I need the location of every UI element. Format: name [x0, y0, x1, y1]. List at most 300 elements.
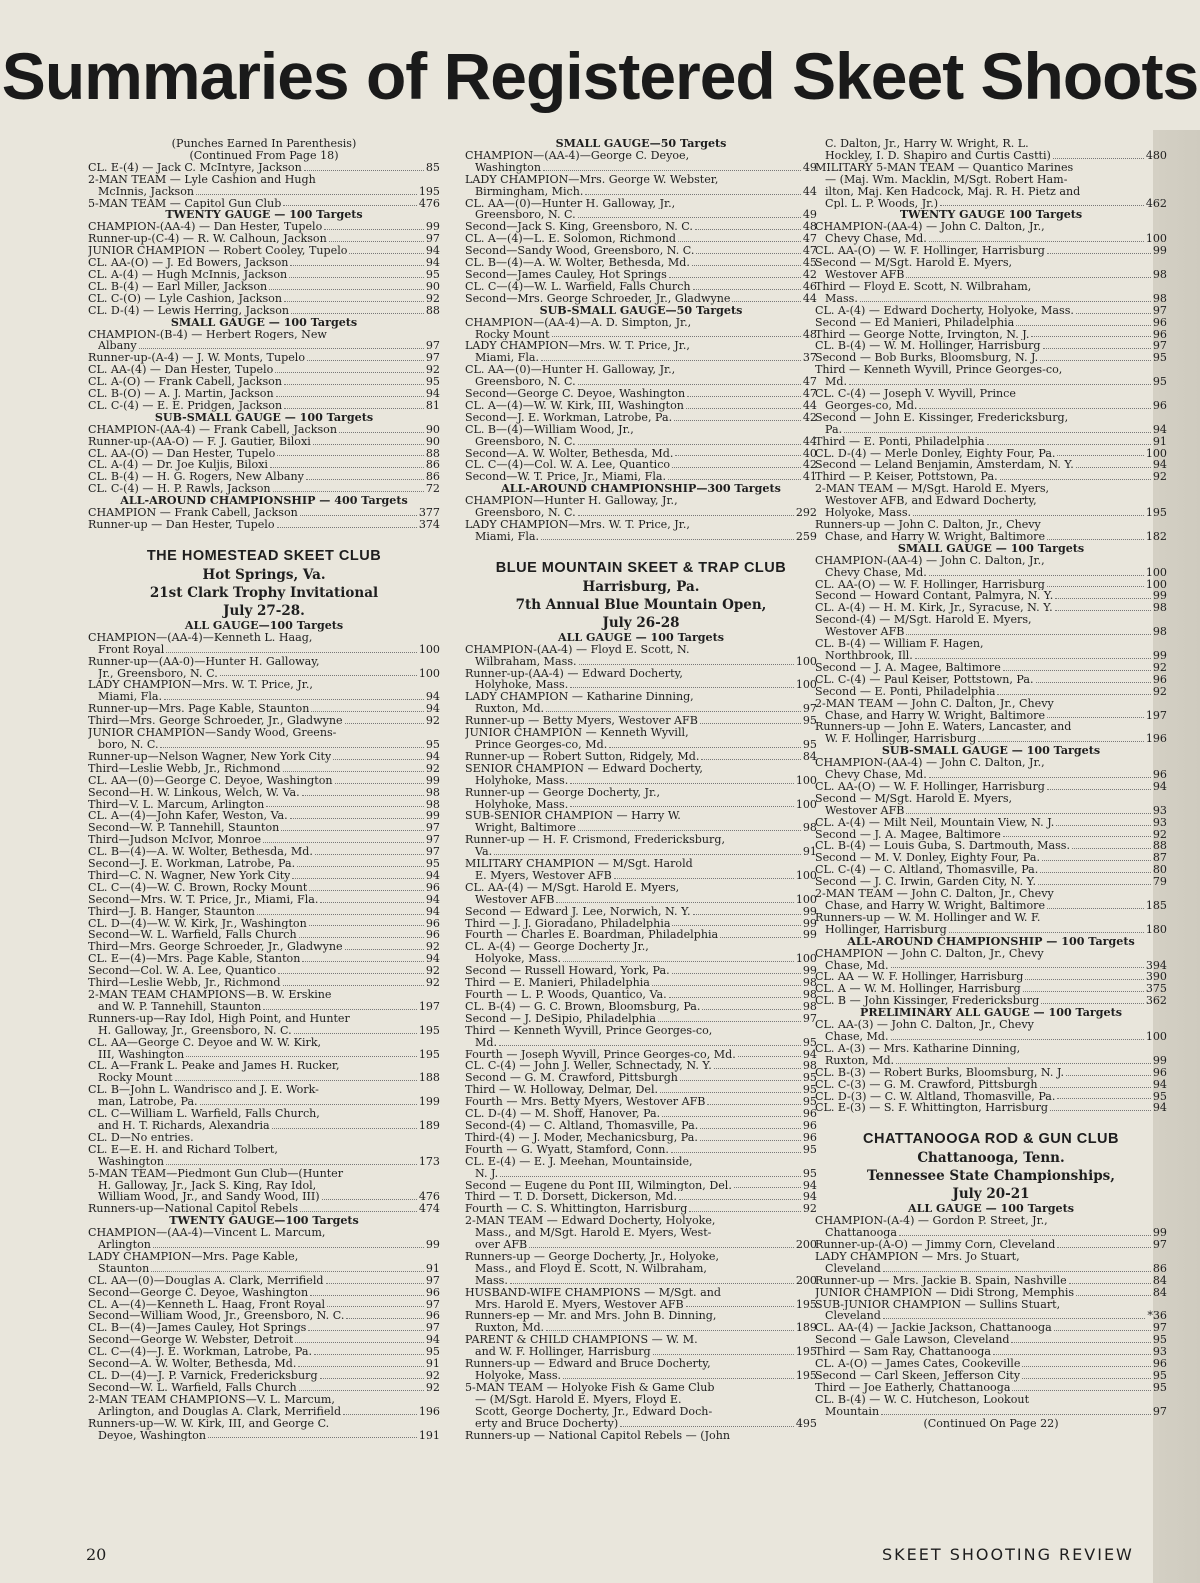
result-text: Holyoke, Mass.	[475, 953, 562, 966]
dot-leader	[166, 1156, 417, 1165]
result-line	[815, 329, 1167, 341]
result-line	[88, 293, 440, 305]
result-text: CL. A-(4) — Edward Docherty, Holyoke, Mass.	[815, 304, 1074, 317]
score: 99	[1152, 590, 1167, 603]
dot-leader	[1069, 1275, 1151, 1284]
result-line	[88, 846, 440, 858]
dot-leader	[1047, 579, 1144, 588]
text-line: SENIOR CHAMPION — Edward Docherty,	[465, 762, 703, 775]
result-text: Cpl. L. P. Woods, Jr.)	[825, 197, 939, 210]
dot-leader	[546, 703, 801, 712]
result-text: Second — Howard Contant, Palmyra, N. Y.	[815, 590, 1054, 603]
dot-leader	[669, 269, 801, 278]
dot-leader	[891, 1031, 1144, 1040]
result-line	[465, 269, 817, 281]
result-line	[88, 233, 440, 245]
score: 97	[1152, 1405, 1167, 1418]
dot-leader	[891, 960, 1144, 969]
result-line	[465, 1096, 817, 1108]
result-text: Fourth — G. Wyatt, Stamford, Conn.	[465, 1143, 669, 1156]
result-line	[465, 894, 817, 906]
result-text: Runner-up—Mrs. Page Kable, Staunton	[88, 703, 310, 716]
score: 94	[425, 750, 440, 763]
score: 94	[425, 691, 440, 704]
result-line	[88, 1025, 440, 1037]
section-heading: ALL GAUGE — 100 Targets	[557, 630, 724, 644]
result-text: Third — George Notte, Irvington, N. J.	[815, 328, 1030, 341]
dot-leader	[702, 1001, 800, 1010]
result-line	[815, 1370, 1167, 1382]
dot-leader	[1041, 995, 1144, 1004]
score: 99	[802, 917, 817, 930]
dot-leader	[196, 186, 417, 195]
score: 98	[802, 977, 817, 989]
score: 173	[418, 1155, 440, 1168]
dot-leader	[578, 436, 801, 445]
result-line	[88, 436, 440, 448]
score: 92	[1152, 685, 1167, 698]
result-text: Second—W. P. Tannehill, Staunton	[88, 822, 280, 835]
dot-leader	[1011, 1334, 1150, 1343]
result-line	[815, 602, 1167, 614]
score: 88	[425, 447, 440, 460]
result-line	[88, 281, 440, 293]
score: 79	[1152, 876, 1167, 889]
result-text: 5-MAN TEAM — Capitol Gun Club	[88, 197, 282, 210]
score: 88	[425, 304, 440, 317]
result-text: CL. A-(4) — Milt Neil, Mountain View, N. J.	[815, 816, 1055, 829]
result-text: Second—H. W. Linkous, Welch, W. Va.	[88, 786, 300, 799]
score: 100	[1145, 233, 1167, 246]
result-text: Birmingham, Mich.	[475, 185, 584, 198]
result-text: Washington	[98, 1155, 164, 1168]
result-text: CL. C—(4)—W. L. Warfield, Falls Church	[465, 280, 691, 293]
result-line	[465, 507, 817, 519]
dot-leader	[302, 953, 424, 962]
result-text: Prince Georges-co, Md.	[475, 738, 608, 751]
dot-leader	[899, 1227, 1151, 1236]
result-text: Holyoke, Mass.	[825, 507, 912, 519]
result-text: Second—Mrs. W. T. Price, Jr., Miami, Fla.	[88, 893, 319, 906]
result-line	[465, 751, 817, 763]
dot-leader	[1054, 1322, 1151, 1331]
text-line: 2-MAN TEAM — Lyle Cashion and Hugh	[88, 173, 316, 186]
score: 197	[418, 1000, 440, 1013]
spacer	[88, 539, 440, 547]
result-text: Runner-up-(C-4) — R. W. Calhoun, Jackson	[88, 233, 327, 246]
dot-leader	[263, 834, 424, 843]
score: 362	[1145, 995, 1167, 1008]
result-line	[88, 918, 440, 930]
result-text: CL. B—(4)—A. W. Wolter, Bethesda, Md.	[465, 257, 690, 269]
dot-leader	[929, 769, 1151, 778]
dot-leader	[556, 894, 793, 903]
score: 98	[1152, 292, 1167, 305]
result-line	[88, 519, 440, 531]
result-line	[815, 817, 1167, 829]
result-text: Third—Leslie Webb, Jr., Richmond	[88, 762, 281, 775]
score: 97	[425, 1298, 440, 1311]
score: 200	[795, 1274, 817, 1287]
dot-leader	[292, 870, 423, 879]
dot-leader	[346, 1310, 424, 1319]
result-line	[88, 1096, 440, 1108]
dot-leader	[1055, 602, 1151, 611]
result-text: Third—V. L. Marcum, Arlington	[88, 798, 265, 811]
text-line: CL. A-(3) — Mrs. Katharine Dinning,	[815, 1042, 1021, 1055]
result-text: Runner-up—Nelson Wagner, New York City	[88, 750, 332, 763]
text-line: Runners-up — Edward and Bruce Docherty,	[465, 1358, 711, 1370]
dot-leader	[578, 376, 801, 385]
score: 45	[802, 257, 817, 269]
result-text: Second — Bob Burks, Bloomsburg, N. J.	[815, 352, 1039, 365]
result-text: CL. AA-(O) — W. F. Hollinger, Harrisburg	[815, 578, 1045, 591]
score: 100	[795, 798, 817, 811]
dot-leader	[345, 715, 424, 724]
result-text: CL. A-(O) — Frank Cabell, Jackson	[88, 376, 283, 389]
dot-leader	[978, 733, 1144, 742]
result-line	[815, 840, 1167, 852]
result-line	[465, 245, 817, 257]
dot-leader	[306, 471, 424, 480]
result-text: Third — J. J. Gioradano, Philadelphia	[465, 917, 671, 930]
result-text: CL. AA—(0)—Douglas A. Clark, Merrifield	[88, 1274, 324, 1287]
result-line	[88, 221, 440, 233]
score: 95	[1152, 352, 1167, 365]
score: 49	[802, 161, 817, 174]
result-line	[88, 870, 440, 882]
spacer	[88, 531, 440, 539]
dot-leader	[322, 1191, 417, 1200]
result-line	[815, 1227, 1167, 1239]
result-text: Second—Jack S. King, Greensboro, N. C.	[465, 221, 693, 234]
score: 195	[418, 1024, 440, 1037]
dot-leader	[734, 1180, 801, 1189]
result-line	[465, 906, 817, 918]
result-line	[465, 1239, 817, 1251]
dot-leader	[609, 739, 801, 748]
result-line	[815, 471, 1167, 483]
dot-leader	[693, 906, 801, 915]
result-line	[815, 864, 1167, 876]
dot-leader	[300, 1203, 417, 1212]
result-line	[815, 1406, 1167, 1418]
result-line	[815, 900, 1167, 912]
result-line	[465, 1299, 817, 1311]
score: 95	[1152, 1370, 1167, 1382]
dot-leader	[1040, 1079, 1151, 1088]
result-line	[465, 1168, 817, 1180]
dot-leader	[929, 567, 1144, 576]
result-line	[88, 340, 440, 352]
score: 94	[1152, 1078, 1167, 1091]
score: 195	[795, 1346, 817, 1359]
score: 98	[802, 1060, 817, 1073]
dot-leader	[266, 799, 424, 808]
result-text: erty and Bruce Docherty)	[475, 1417, 619, 1430]
dot-leader	[307, 352, 424, 361]
dot-leader	[687, 388, 801, 397]
dot-leader	[1016, 317, 1151, 326]
result-line	[465, 656, 817, 668]
dot-leader	[1076, 459, 1151, 468]
result-text: Second — G. M. Crawford, Pittsburgh	[465, 1072, 678, 1085]
score: 98	[425, 786, 440, 799]
score: 94	[425, 893, 440, 906]
result-line	[88, 691, 440, 703]
result-line	[465, 233, 817, 245]
result-text: CL. C—(4)—J. E. Workman, Latrobe, Pa.	[88, 1346, 313, 1359]
dot-leader	[940, 198, 1144, 207]
result-text: CL. A—(4)—W. W. Kirk, III, Washington	[465, 399, 684, 412]
score: 95	[802, 1072, 817, 1085]
result-text: CL. B-(4) — Louis Guba, S. Dartmouth, Mass.	[815, 840, 1071, 853]
dot-leader	[500, 1168, 801, 1177]
text-line: Third — Kenneth Wyvill, Prince Georges-co,	[815, 364, 1063, 377]
dot-leader	[324, 221, 424, 230]
result-line	[465, 388, 817, 400]
result-text: Second—George C. Deyoe, Washington	[88, 1286, 309, 1299]
result-line	[815, 1334, 1167, 1346]
dot-leader	[896, 1055, 1151, 1064]
result-line	[465, 846, 817, 858]
section-heading: SMALL GAUGE — 100 Targets	[897, 541, 1085, 555]
result-text: Chase, and Harry W. Wright, Baltimore	[825, 900, 1046, 912]
score: 100	[1145, 578, 1167, 591]
result-text: CL. E-(3) — S. F. Whittington, Harrisburg	[815, 1102, 1049, 1115]
score: 98	[425, 798, 440, 811]
dot-leader	[849, 376, 1151, 385]
result-text: CL. C—(4)—W. C. Brown, Rocky Mount	[88, 881, 308, 894]
result-line	[465, 1275, 817, 1287]
score: 99	[802, 929, 817, 942]
result-text: CL. A—(4)—Kenneth L. Haag, Front Royal	[88, 1298, 326, 1311]
dot-leader	[309, 882, 424, 891]
score: 197	[1145, 709, 1167, 722]
score: 94	[1152, 780, 1167, 793]
text-line: Runner-up-(AA-4) — Edward Docherty,	[465, 667, 683, 680]
result-line	[88, 787, 440, 799]
dot-leader	[345, 941, 424, 950]
result-line	[815, 1287, 1167, 1299]
result-line	[88, 775, 440, 787]
text-line: Runners-ep — Mr. and Mrs. John B. Dinning,	[465, 1310, 717, 1323]
score: 94	[425, 257, 440, 269]
result-line	[815, 1382, 1167, 1394]
dot-leader	[1031, 329, 1150, 338]
text-line: CL. AA—(0)—Hunter H. Galloway, Jr.,	[465, 197, 676, 210]
result-line	[815, 1275, 1167, 1287]
result-line	[88, 1287, 440, 1299]
score: 48	[802, 328, 817, 341]
score: 95	[802, 1096, 817, 1109]
result-text: CL. B-(4) — G. C. Brown, Bloomsburg, Pa.	[465, 1000, 701, 1013]
result-text: Greensboro, N. C.	[475, 209, 576, 222]
result-line	[88, 1275, 440, 1287]
result-line	[88, 1382, 440, 1394]
score: 196	[418, 1405, 440, 1418]
text-line: 2-MAN TEAM — M/Sgt. Harold E. Myers,	[815, 483, 1050, 496]
result-text: Third — Joe Eatherly, Chattanooga	[815, 1381, 1011, 1394]
dot-leader	[675, 448, 801, 457]
text-line: Runners-up — W. M. Hollinger and W. F.	[815, 911, 1041, 924]
score: *36	[1147, 1310, 1167, 1323]
result-text: CL. C-(4) — H. P. Rawls, Jackson	[88, 483, 271, 496]
text-line: CL. D—No entries.	[88, 1131, 194, 1144]
result-text: Third—J. B. Hanger, Staunton	[88, 905, 255, 918]
score: 47	[802, 233, 817, 246]
result-line	[88, 376, 440, 388]
result-text: CL. B—(4)—A. W. Wolter, Bethesda, Md.	[88, 846, 313, 859]
result-line	[88, 186, 440, 198]
result-line	[815, 829, 1167, 841]
score: 92	[425, 965, 440, 978]
score: 98	[1152, 602, 1167, 615]
result-text: CL. A-(4) — Hugh McInnis, Jackson	[88, 268, 288, 281]
result-text: Second—Col. W. A. Lee, Quantico	[88, 965, 277, 978]
score: 99	[1152, 1054, 1167, 1067]
dot-leader	[335, 775, 424, 784]
result-line	[465, 1013, 817, 1025]
column-2	[465, 138, 817, 1464]
dot-leader	[570, 799, 794, 808]
result-text: JUNIOR CHAMPION — Didi Strong, Memphis	[815, 1286, 1075, 1299]
section-heading: ALL-AROUND CHAMPIONSHIP—300 Targets	[501, 482, 781, 496]
score: 92	[425, 977, 440, 989]
text-line: Second-(4) — M/Sgt. Harold E. Myers,	[815, 614, 1032, 627]
dot-leader	[915, 650, 1151, 659]
dot-leader	[1003, 662, 1151, 671]
club-name: THE HOMESTEAD SKEET CLUB	[146, 547, 382, 564]
result-line	[815, 960, 1167, 972]
score: 97	[425, 822, 440, 835]
result-text: CL. AA-(O) — J. Ed Bowers, Jackson	[88, 257, 289, 269]
result-text: Holyhoke, Mass.	[475, 774, 569, 787]
dot-leader	[1036, 674, 1151, 683]
result-line	[465, 459, 817, 471]
score: 97	[425, 834, 440, 847]
result-line	[88, 1358, 440, 1370]
score: 96	[1152, 1358, 1167, 1370]
score: 47	[802, 376, 817, 389]
result-line	[815, 876, 1167, 888]
score: 92	[425, 292, 440, 305]
score: 47	[802, 388, 817, 400]
section-heading: TWENTY GAUGE 100 Targets	[899, 208, 1083, 222]
result-line	[815, 1102, 1167, 1114]
result-text: CL. AA—(0)—George C. Deyoe, Washington	[88, 774, 333, 787]
section-heading: ALL GAUGE—100 Targets	[184, 618, 344, 632]
text-line: HUSBAND-WIFE CHAMPIONS — M/Sgt. and	[465, 1286, 721, 1299]
result-line	[88, 703, 440, 715]
result-line	[88, 977, 440, 989]
dot-leader	[283, 977, 424, 986]
result-text: CL. D-(4) — M. Shoff, Hanover, Pa.	[465, 1108, 661, 1120]
result-text: Ruxton, Md.	[825, 1054, 895, 1067]
result-line	[815, 1346, 1167, 1358]
result-line	[88, 858, 440, 870]
dot-leader	[860, 293, 1151, 302]
text-line: CHAMPION-(A-4) — Gordon P. Street, Jr.,	[815, 1215, 1048, 1228]
dot-leader	[881, 1406, 1151, 1415]
dot-leader	[1047, 245, 1151, 254]
result-line	[88, 1191, 440, 1203]
score: 92	[425, 364, 440, 377]
result-text: and H. T. Richards, Alexandria	[98, 1119, 270, 1132]
result-text: III, Washington	[98, 1048, 185, 1061]
dot-leader	[1023, 983, 1144, 992]
result-text: Md.	[825, 376, 847, 389]
dot-leader	[678, 233, 801, 242]
event-subtitle: July 20-21	[952, 1186, 1030, 1203]
dot-leader	[669, 989, 801, 998]
note-line: (Continued From Page 18)	[189, 148, 339, 162]
result-line	[465, 929, 817, 941]
score: 42	[802, 459, 817, 472]
result-text: Fourth — Mrs. Betty Myers, Westover AFB	[465, 1096, 706, 1109]
result-line	[815, 1239, 1167, 1251]
spacer	[465, 551, 817, 559]
score: 86	[425, 471, 440, 484]
score: 195	[795, 1298, 817, 1311]
result-text: CL. D-(4) — Merle Donley, Eighty Four, Pa.	[815, 447, 1056, 460]
result-line	[465, 953, 817, 965]
result-line	[465, 1108, 817, 1120]
dot-leader	[304, 162, 424, 171]
dot-leader	[175, 1072, 417, 1081]
result-text: Second—W. L. Warfield, Falls Church	[88, 1381, 297, 1394]
dot-leader	[308, 1322, 424, 1331]
event-subtitle: Tennessee State Championships,	[867, 1168, 1115, 1185]
dot-leader	[701, 751, 801, 760]
result-text: Fourth — Joseph Wyvill, Prince Georges-co, Md.	[465, 1048, 736, 1061]
result-line	[465, 870, 817, 882]
result-text: Westover AFB	[825, 804, 905, 817]
dot-leader	[579, 656, 794, 665]
dot-leader	[679, 1191, 801, 1200]
result-line	[88, 953, 440, 965]
result-line	[815, 293, 1167, 305]
score: 96	[425, 917, 440, 930]
score: 40	[802, 447, 817, 460]
result-text: CL. B-(4) — W. M. Hollinger, Harrisburg	[815, 340, 1041, 353]
score: 92	[425, 762, 440, 775]
score: 99	[1152, 245, 1167, 258]
score: 95	[425, 376, 440, 389]
score: 88	[1152, 840, 1167, 853]
result-text: CHAMPION-(AA-4) — Frank Cabell, Jackson	[88, 423, 338, 436]
score: 96	[802, 1119, 817, 1132]
score: 96	[425, 1310, 440, 1323]
result-line	[815, 1091, 1167, 1103]
dot-leader	[913, 507, 1144, 516]
score: 100	[1145, 566, 1167, 579]
result-text: Second—W. L. Warfield, Falls Church	[88, 929, 297, 942]
score: 100	[795, 953, 817, 966]
result-line	[88, 424, 440, 436]
text-line: CHAMPION-(AA-4) — John C. Dalton, Jr.,	[815, 757, 1045, 770]
section-heading: SUB-SMALL GAUGE — 100 Targets	[881, 744, 1101, 758]
score: 100	[795, 679, 817, 692]
result-line	[815, 769, 1167, 781]
result-text: Albany	[98, 340, 137, 353]
text-line: Runners-up — John C. Dalton, Jr., Chevy	[815, 519, 1041, 531]
dot-leader	[1043, 340, 1151, 349]
score: 97	[425, 846, 440, 859]
result-line	[465, 1132, 817, 1144]
score: 462	[1145, 197, 1167, 210]
score: 182	[1145, 530, 1167, 543]
